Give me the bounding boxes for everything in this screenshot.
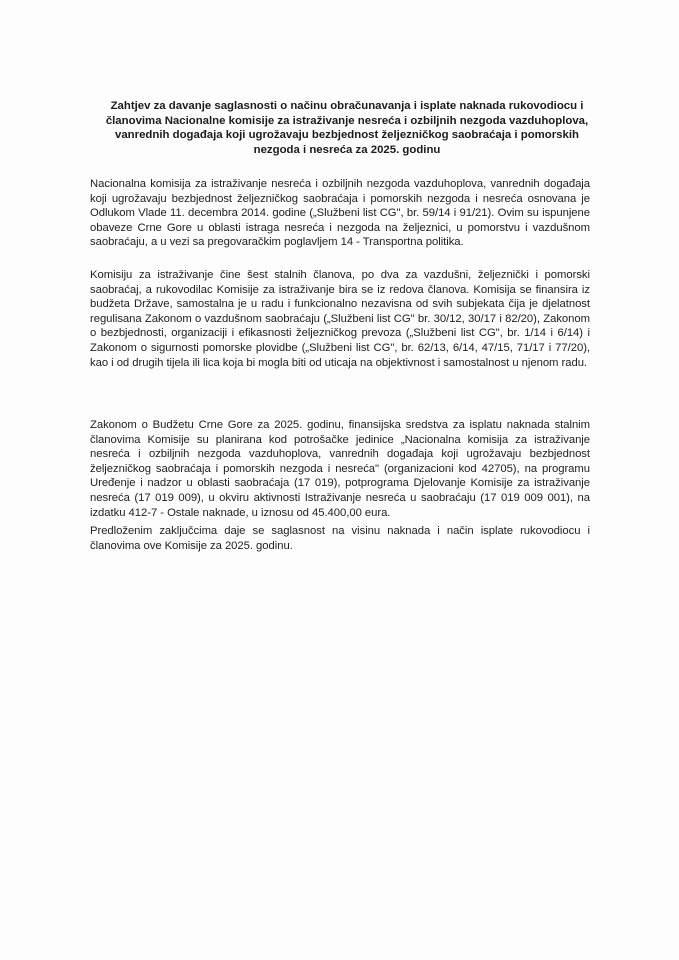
paragraph-composition: Komisiju za istraživanje čine šest stalnih članova, po dva za vazdušni, željeznički i pomorski saobraćaj, a rukovodilac Komisije za istraživanje bira se iz redova članova. Komisija se finansira iz budžeta Države, samostalna je u radu i funkcionalno nezavisna od svih subjekata čija je djelatnost regulisana Zakonom o vazdušnom saobraćaju („Službeni list CG" br. 30/12, 30/17 i 82/20), Zakonom o bezbjednosti, organizaciji i efikasnosti željezničkog prevoza („Službeni list CG", br. 1/14 i 6/14) i Zakonom o sigurnosti pomorske plovidbe („Službeni list CG", br. 62/13, 6/14, 47/15, 71/17 i 77/20), kao i od drugih tijela ili lica koja bi mogla biti od uticaja na objektivnost i samostalnost u njenom radu. bbox=[90, 269, 590, 369]
paragraph-budget: Zakonom o Budžetu Crne Gore za 2025. godinu, finansijska sredstva za isplatu naknada stalnim članovima Komisije su planirana kod potrošačke jedinice „Nacionalna komisija za istraživanje nesreća i ozbiljnih nezgoda vazduhoplova, vanrednih događaja koji ugrožavaju bezbjednost željezničkog saobraćaja i pomorskih nezgoda i nesreća" (organizacioni kod 42705), na programu Uređenje i nadzor u oblasti saobraćaja (17 019), potprograma Djelovanje Komisije za istraživanje nesreća (17 019 009), u okviru aktivnosti Istraživanje nesreća u saobraćaju (17 019 009 001), na izdatku 412-7 - Ostale naknade, u iznosu od 45.400,00 eura. bbox=[90, 419, 590, 519]
paragraph-conclusion: Predloženim zaključcima daje se saglasnost na visinu naknada i način isplate rukovodiocu i članovima ove Komisije za 2025. godinu. bbox=[90, 525, 590, 552]
paragraph-establishment: Nacionalna komisija za istraživanje nesreća i ozbiljnih nezgoda vazduhoplova, vanrednih događaja koji ugrožavaju bezbjednost željezničkog saobraćaja i pomorskih nezgoda i nesreća osnovana je Odlukom Vlade 11. decembra 2014. godine („Službeni list CG", br. 59/14 i 91/21). Ovim su ispunjene obaveze Crne Gore u oblasti istraga nesreća i nezgoda na željeznici, u pomorstvu i vazdušnom saobraćaju, a u vezi sa pregovaračkim poglavljem 14 - Transportna politika. bbox=[90, 178, 590, 249]
document-title: Zahtjev za davanje saglasnosti o načinu obračunavanja i isplate naknada rukovodiocu i članovima Nacionalne komisije za istraživanje nesreća i ozbiljnih nezgoda vazduhoplova, vanrednih događaja koji ugrožavaju bezbjednost željezničkog saobraćaja i pomorskih nezgoda i nesreća za 2025. godinu bbox=[105, 100, 589, 156]
